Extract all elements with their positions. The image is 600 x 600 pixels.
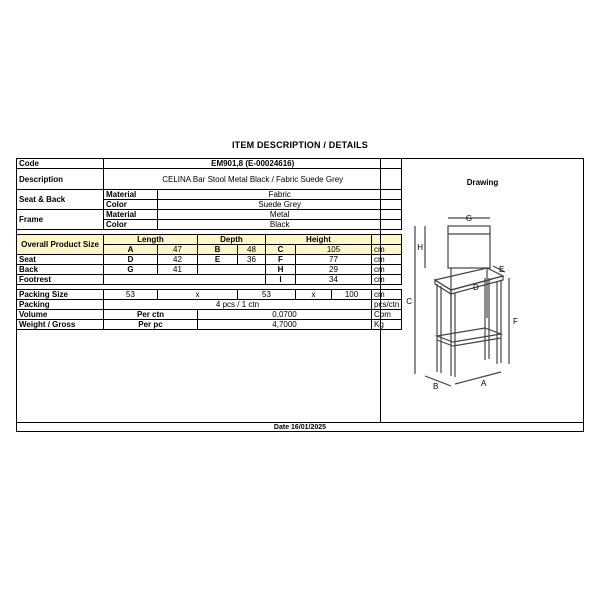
- weight-row: [17, 320, 402, 330]
- frame-material-value: Metal: [158, 210, 402, 220]
- dim-label-f: F: [513, 317, 518, 326]
- seat-back-material-row: [17, 190, 402, 200]
- volume-row: [17, 310, 402, 320]
- drawing-panel: [380, 158, 584, 422]
- seat-depth-code: E: [198, 255, 238, 265]
- dim-label-c: C: [406, 297, 412, 306]
- overall-length-value: 47: [158, 245, 198, 255]
- packing-size-x1: x: [158, 290, 238, 300]
- frame-label: Frame: [17, 210, 104, 230]
- weight-label: Weight / Gross: [17, 320, 104, 330]
- back-length-value: 41: [158, 265, 198, 275]
- volume-unit: Cbm: [372, 310, 402, 320]
- volume-value: 0,0700: [198, 310, 372, 320]
- seat-length-value: 42: [158, 255, 198, 265]
- packing-row: [17, 300, 402, 310]
- footrest-height-value: 34: [296, 275, 372, 285]
- seat-back-color-value: Suede Grey: [158, 200, 402, 210]
- overall-depth-value: 48: [238, 245, 266, 255]
- overall-height-value: 105: [296, 245, 372, 255]
- back-label: Back: [17, 265, 104, 275]
- frame-material-row: [17, 210, 402, 220]
- dim-label-a: A: [481, 379, 487, 388]
- backrest-outline: [448, 226, 490, 268]
- packing-size-length: 53: [104, 290, 158, 300]
- description-value: CELINA Bar Stool Metal Black / Fabric Suede Grey: [104, 169, 402, 190]
- overall-length-code: A: [104, 245, 158, 255]
- overall-size-label: Overall Product Size: [17, 235, 104, 255]
- code-value: EM901,8 (E-00024616): [104, 159, 402, 169]
- length-header: Length: [104, 235, 198, 245]
- seat-depth-value: 36: [238, 255, 266, 265]
- seat-dimension-row: [17, 255, 402, 265]
- code-row: [17, 159, 402, 169]
- dim-label-d: D: [473, 283, 479, 292]
- height-header: Height: [266, 235, 372, 245]
- packing-size-height: 100: [332, 290, 372, 300]
- seat-label: Seat: [17, 255, 104, 265]
- date-footer: Date 16/01/2025: [16, 422, 584, 432]
- drawing-title: Drawing: [466, 178, 499, 187]
- back-unit: cm: [372, 265, 402, 275]
- packing-size-row: [17, 290, 402, 300]
- footrest-unit: cm: [372, 275, 402, 285]
- seat-unit: cm: [372, 255, 402, 265]
- volume-label: Volume: [17, 310, 104, 320]
- footrest-dimension-row: [17, 275, 402, 285]
- weight-per: Per pc: [104, 320, 198, 330]
- seat-back-material-label: Material: [104, 190, 158, 200]
- footrest-label: Footrest: [17, 275, 104, 285]
- code-label: Code: [17, 159, 104, 169]
- packing-size-unit: cm: [372, 290, 402, 300]
- packing-label: Packing: [17, 300, 104, 310]
- back-height-code: H: [266, 265, 296, 275]
- weight-unit: Kg: [372, 320, 402, 330]
- dim-label-e: E: [499, 265, 505, 274]
- packing-size-label: Packing Size: [17, 290, 104, 300]
- dim-label-b: B: [433, 382, 439, 391]
- back-height-value: 29: [296, 265, 372, 275]
- seat-back-label: Seat & Back: [17, 190, 104, 210]
- description-label: Description: [17, 169, 104, 190]
- footrest-height-code: I: [266, 275, 296, 285]
- seat-length-code: D: [104, 255, 158, 265]
- depth-header: Depth: [198, 235, 266, 245]
- seat-back-color-label: Color: [104, 200, 158, 210]
- description-row: [17, 169, 402, 190]
- overall-height-code: C: [266, 245, 296, 255]
- packing-unit: pcs/ctn: [372, 300, 402, 310]
- seat-height-code: F: [266, 255, 296, 265]
- frame-color-label: Color: [104, 220, 158, 230]
- back-length-code: G: [104, 265, 158, 275]
- bar-stool-drawing: [381, 206, 585, 406]
- overall-depth-code: B: [198, 245, 238, 255]
- volume-per: Per ctn: [104, 310, 198, 320]
- dim-label-g: G: [465, 214, 473, 223]
- overall-unit: cm: [372, 245, 402, 255]
- packing-value: 4 pcs / 1 ctn: [104, 300, 372, 310]
- frame-material-label: Material: [104, 210, 158, 220]
- seat-back-material-value: Fabric: [158, 190, 402, 200]
- dim-label-h: H: [417, 243, 423, 252]
- weight-value: 4,7000: [198, 320, 372, 330]
- spec-table: [16, 158, 402, 330]
- seat-height-value: 77: [296, 255, 372, 265]
- frame-color-value: Black: [158, 220, 402, 230]
- packing-size-x2: x: [296, 290, 332, 300]
- dimension-header-row: [17, 235, 402, 245]
- back-dimension-row: [17, 265, 402, 275]
- page-title: ITEM DESCRIPTION / DETAILS: [231, 140, 369, 150]
- packing-size-depth: 53: [238, 290, 296, 300]
